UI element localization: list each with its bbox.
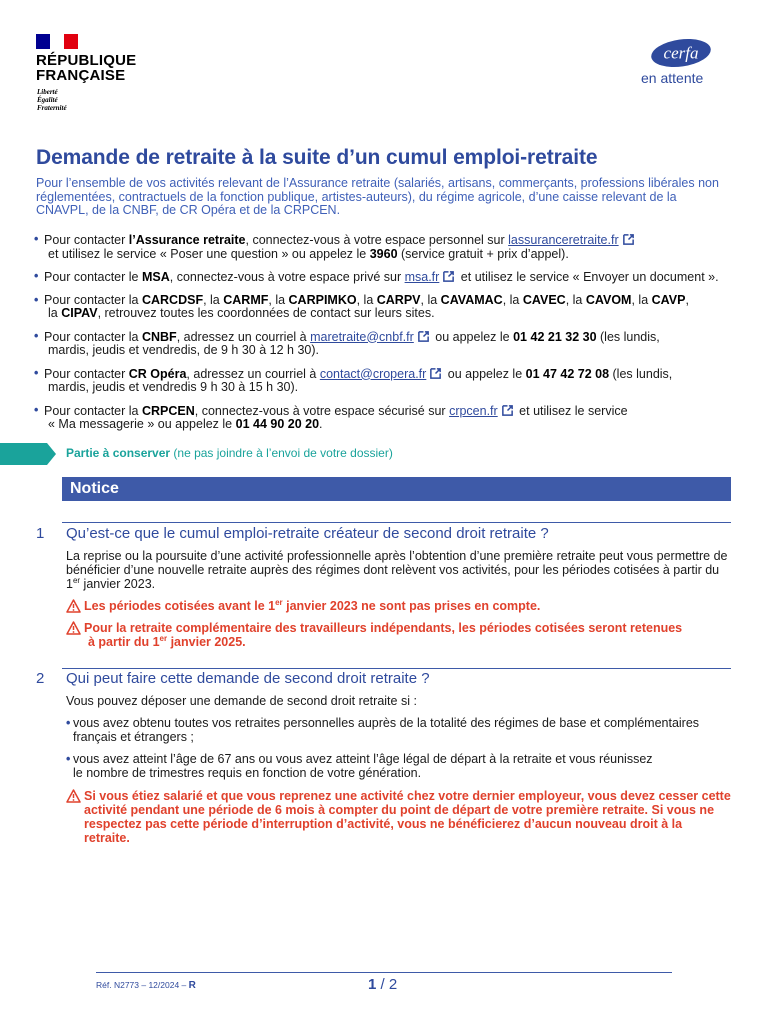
contact-phone: 3960 <box>369 246 398 261</box>
external-link-icon[interactable] <box>417 330 430 343</box>
cerfa-status: en attente <box>641 70 704 86</box>
contact-phone: 01 47 42 72 08 <box>525 366 610 381</box>
link-email-cnbf[interactable]: maretraite@cnbf.fr <box>310 329 414 344</box>
warning-text: respectez pas cette période d’interruption d’activité, vous ne bénéficierez d’aucun nouveau droit à la retraite. <box>84 817 683 845</box>
warning-text: janvier 2025. <box>167 635 246 649</box>
warning-text: Pour la retraite complémentaire des travailleurs indépendants, les périodes cotisées seront retenues <box>84 621 683 635</box>
contact-phone: 01 42 21 32 30 <box>513 329 597 344</box>
contact-text: , connectez-vous à votre espace personnel sur <box>245 233 509 247</box>
contact-item-cr-opera <box>34 367 734 395</box>
contact-org: l’Assurance retraite <box>128 233 246 247</box>
warning-icon <box>66 599 81 613</box>
contact-text: et utilisez le service « Envoyer un document ». <box>457 270 719 284</box>
link-crpcen[interactable]: crpcen.fr <box>449 403 498 418</box>
contact-item-caisses <box>34 294 734 321</box>
keep-part-tab-icon <box>0 443 56 465</box>
contact-text: Pour contacter la <box>44 329 142 344</box>
external-link-icon[interactable] <box>429 367 442 380</box>
contact-text: (les lundis, <box>609 366 673 381</box>
contact-text: , adressez un courriel à <box>186 366 320 381</box>
contact-item-msa <box>34 270 734 285</box>
bullet-icon: • <box>66 716 71 730</box>
contact-text: . <box>319 417 323 431</box>
notice-header-bar <box>62 477 731 501</box>
bullet-icon: • <box>34 232 39 246</box>
contact-item-cnbf <box>34 330 734 358</box>
bullet-icon: • <box>34 269 39 283</box>
contact-org: CRPCEN <box>141 403 195 418</box>
republique-francaise-logo-text <box>36 53 136 83</box>
ordinal-suffix: er <box>72 575 81 585</box>
contact-org: CARPIMKO <box>288 292 357 307</box>
notice-heading: Notice <box>70 480 119 497</box>
contact-text: ou appelez le <box>431 329 514 344</box>
contact-list <box>34 233 734 441</box>
motto-egalite: Égalité <box>37 96 58 104</box>
page-current: 1 <box>368 976 377 993</box>
contact-text: , la <box>203 292 224 307</box>
contact-org: CARMF <box>223 292 269 307</box>
bullet-icon: • <box>34 402 39 417</box>
contact-text: , connectez-vous à votre espace privé sur <box>169 270 405 284</box>
contact-text: Pour contacter le <box>44 270 142 284</box>
warning-independent-workers <box>66 621 731 649</box>
external-link-icon[interactable] <box>442 270 455 283</box>
bullet-icon: • <box>34 328 39 343</box>
french-flag-logo <box>36 34 78 49</box>
contact-text: , la <box>268 292 289 307</box>
contact-org: CR Opéra <box>128 366 187 381</box>
motto-liberte: Liberté <box>37 88 58 96</box>
reference-text: Réf. N2773 – 12/2024 – <box>96 980 189 990</box>
keep-part-label: Partie à conserver <box>66 446 171 460</box>
contact-text: , <box>685 292 689 307</box>
form-reference <box>96 980 196 991</box>
body-text: janvier 2023. <box>80 577 156 591</box>
section-divider <box>62 522 731 523</box>
contact-phone: 01 44 90 20 20 <box>235 417 320 431</box>
bullet-icon: • <box>34 292 39 307</box>
link-email-cropera[interactable]: contact@cropera.fr <box>319 366 427 381</box>
warning-text: janvier 2023 ne sont pas prises en compte. <box>282 599 541 613</box>
contact-org: CAVEC <box>522 292 566 307</box>
warning-periods-before-2023 <box>66 599 731 613</box>
contact-org: CNBF <box>141 329 177 344</box>
contact-text: , connectez-vous à votre espace sécurisé sur <box>194 403 450 418</box>
contact-text: , retrouvez toutes les coordonnées de contact sur leurs sites. <box>97 306 435 320</box>
contact-org: CAVP <box>651 292 686 307</box>
external-link-icon[interactable] <box>622 233 635 246</box>
contact-text: Pour contacter <box>44 366 129 381</box>
condition-item-age <box>66 752 731 780</box>
republic-line1: RÉPUBLIQUE <box>36 52 137 69</box>
contact-item-crpcen <box>34 404 734 432</box>
link-lassuranceretraite[interactable]: lassuranceretraite.fr <box>508 233 619 247</box>
condition-text: français et étrangers ; <box>73 730 194 744</box>
contact-text: , la <box>631 292 652 307</box>
contact-text: ou appelez le <box>444 366 526 381</box>
contact-text: mardis, jeudis et vendredis, de 9 h 30 à 12 h 30). <box>48 343 319 357</box>
section-number: 2 <box>36 670 45 687</box>
contact-org: MSA <box>141 270 170 284</box>
contact-org: CAVOM <box>585 292 632 307</box>
contact-text: , adressez un courriel à <box>176 329 311 344</box>
page-title: Demande de retraite à la suite d’un cumul emploi-retraite <box>36 146 598 169</box>
contact-text: , la <box>502 292 523 307</box>
cerfa-logo-text: cerfa <box>663 43 699 63</box>
warning-text: Les périodes cotisées avant le 1 <box>84 599 276 613</box>
ordinal-suffix: er <box>159 633 168 643</box>
contact-text: « Ma messagerie » ou appelez le <box>48 417 236 431</box>
republic-motto <box>37 88 67 112</box>
section-title: Qu’est-ce que le cumul emploi-retraite créateur de second droit retraite ? <box>66 525 549 542</box>
condition-text: vous avez atteint l’âge de 67 ans ou vous avez atteint l’âge légal de départ à la retraite et vous réunissez <box>73 752 653 766</box>
contact-text: mardis, jeudis et vendredis 9 h 30 à 15 h 30). <box>48 380 299 394</box>
contact-org: CAVAMAC <box>440 292 503 307</box>
contact-text: Pour contacter la <box>44 292 142 307</box>
section2-lead: Vous pouvez déposer une demande de second droit retraite si : <box>66 694 417 708</box>
warning-icon <box>66 789 81 803</box>
contact-text: et utilisez le service « Poser une question » ou appelez le <box>48 246 370 261</box>
contact-text: (service gratuit + prix d’appel). <box>397 246 569 261</box>
body-text: La reprise ou la poursuite d’une activité professionnelle après l’obtention d’une première retraite peut vous permettre de bénéficier d’une nouvelle retraite auprès des régimes dont relèvent vos activités, pour les périodes cotisées à partir du 1 <box>66 549 728 591</box>
republic-line2: FRANÇAISE <box>36 67 126 84</box>
condition-item-all-pensions <box>66 716 731 744</box>
external-link-icon[interactable] <box>501 404 514 417</box>
warning-employer-interruption <box>66 789 731 845</box>
footer-divider <box>96 972 672 973</box>
intro-paragraph: Pour l’ensemble de vos activités relevant de l’Assurance retraite (salariés, artisans, commerçants, professions libérales non réglementées, contractuels de la fonction publique, artistes-auteurs), du régime agricole, d’une caisse relevant de la CNAVPL, de la CNBF, de CR Opéra et de la CRPCEN. <box>36 176 719 217</box>
warning-icon <box>66 621 81 635</box>
contact-text: Pour contacter <box>44 233 129 247</box>
keep-part-note <box>66 446 393 460</box>
condition-text: vous avez obtenu toutes vos retraites personnelles auprès de la totalité des régimes de base et complémentaires <box>73 716 700 730</box>
section1-body <box>66 549 731 591</box>
contact-text: Pour contacter la <box>44 403 142 418</box>
contact-text: , la <box>565 292 586 307</box>
contact-text: , la <box>420 292 441 307</box>
bullet-icon: • <box>66 752 71 766</box>
reference-version: R <box>188 980 196 991</box>
bullet-icon: • <box>34 365 39 380</box>
section-number: 1 <box>36 525 45 542</box>
contact-org: CARCDSF <box>141 292 204 307</box>
warning-text: à partir du 1 <box>88 635 160 649</box>
link-msa[interactable]: msa.fr <box>404 270 440 284</box>
contact-org: CIPAV <box>61 306 98 320</box>
contact-org: CARPV <box>376 292 421 307</box>
contact-item-assurance-retraite <box>34 233 734 261</box>
page-total: / 2 <box>376 976 398 993</box>
contact-text: (les lundis, <box>596 329 660 344</box>
contact-text: la <box>48 306 62 320</box>
section-divider <box>62 668 731 669</box>
motto-fraternite: Fraternité <box>37 104 67 112</box>
section-title: Qui peut faire cette demande de second droit retraite ? <box>66 670 430 687</box>
page-number <box>368 976 397 993</box>
contact-text: et utilisez le service <box>515 403 628 418</box>
cerfa-logo <box>650 38 712 68</box>
warning-text: Si vous étiez salarié et que vous reprenez une activité chez votre dernier employeur, vous devez cesser cette <box>84 789 731 803</box>
contact-text: , la <box>356 292 377 307</box>
warning-text: activité pendant une période de 6 mois à compter du point de départ de votre première retraite. Si vous ne <box>84 803 715 817</box>
keep-part-detail: (ne pas joindre à l’envoi de votre dossier) <box>170 446 393 460</box>
ordinal-suffix: er <box>275 597 283 607</box>
condition-text: le nombre de trimestres requis en fonction de votre génération. <box>73 766 422 780</box>
